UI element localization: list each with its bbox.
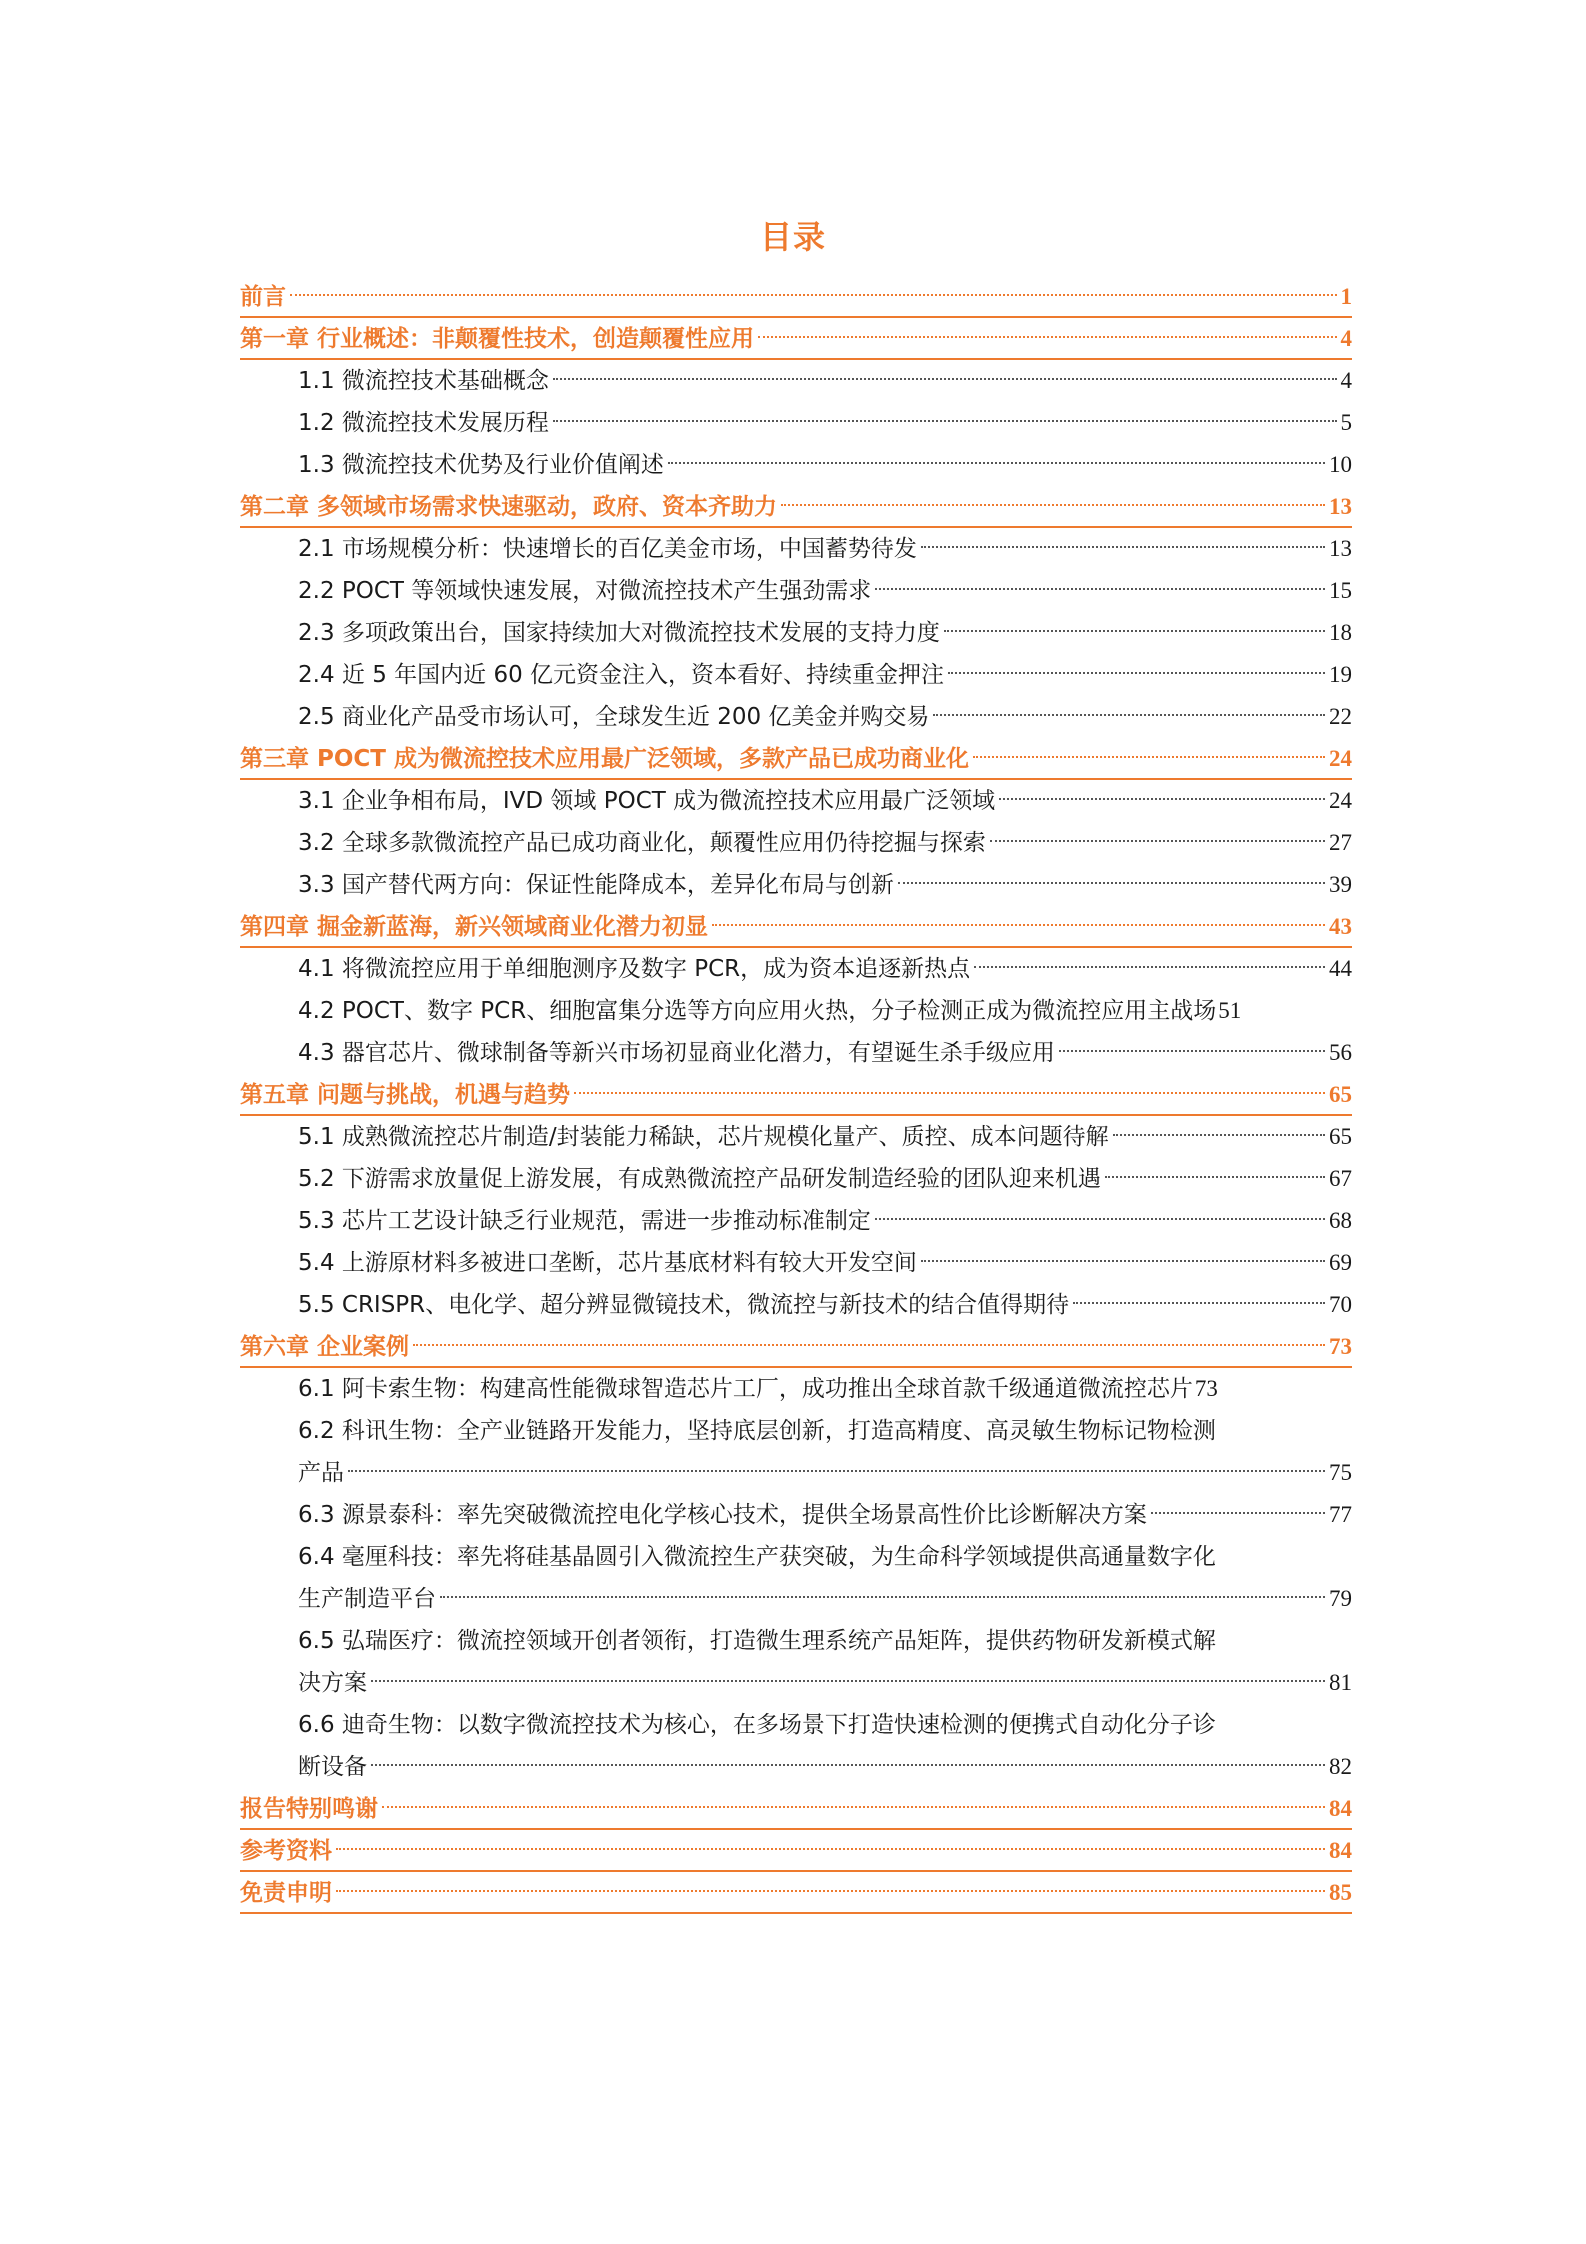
toc-chapter-entry[interactable] <box>240 1074 1352 1116</box>
toc-entry-title: 前言 <box>240 284 286 310</box>
toc-entry-title: 6.1 阿卡索生物：构建高性能微球智造芯片工厂，成功推出全球首款千级通道微流控芯片 <box>298 1376 1193 1402</box>
toc-entry-title: 6.5 弘瑞医疗：微流控领域开创者领衔，打造微生理系统产品矩阵，提供药物研发新模式解 <box>298 1628 1216 1654</box>
dot-leader <box>371 1764 1325 1766</box>
toc-entry-title: 第六章 企业案例 <box>240 1334 410 1360</box>
dot-leader <box>348 1470 1325 1472</box>
toc-chapter-entry[interactable] <box>240 276 1352 318</box>
toc-entry-title: 5.4 上游原材料多被进口垄断，芯片基底材料有较大开发空间 <box>298 1250 917 1276</box>
toc-page-number: 13 <box>1329 494 1352 519</box>
toc-page-number: 73 <box>1329 1334 1352 1359</box>
toc-page-number: 27 <box>1329 830 1352 855</box>
toc-entry-title: 2.3 多项政策出台，国家持续加大对微流控技术发展的支持力度 <box>298 620 940 646</box>
toc-page-number: 84 <box>1329 1838 1352 1863</box>
toc-entry-title: 2.1 市场规模分析：快速增长的百亿美金市场，中国蓄势待发 <box>298 536 917 562</box>
toc-chapter-entry[interactable] <box>240 1830 1352 1872</box>
dot-leader <box>371 1680 1325 1682</box>
toc-entry-title: 6.2 科讯生物：全产业链路开发能力，坚持底层创新，打造高精度、高灵敏生物标记物检测 <box>298 1418 1216 1444</box>
dot-leader <box>440 1596 1325 1598</box>
toc-page-number: 79 <box>1329 1586 1352 1611</box>
toc-entry-title: 参考资料 <box>240 1838 332 1864</box>
dot-leader <box>382 1806 1325 1808</box>
dot-leader <box>668 462 1325 464</box>
toc-page-number: 68 <box>1329 1208 1352 1233</box>
toc-entry-title: 6.3 源景泰科：率先突破微流控电化学核心技术，提供全场景高性价比诊断解决方案 <box>298 1502 1147 1528</box>
dot-leader <box>781 504 1325 506</box>
toc-section-entry[interactable] <box>240 1116 1352 1158</box>
toc-chapter-entry[interactable] <box>240 1872 1352 1914</box>
toc-page-number: 51 <box>1218 998 1242 1023</box>
toc-entry-title: 4.1 将微流控应用于单细胞测序及数字 PCR，成为资本追逐新热点 <box>298 956 971 982</box>
toc-section-entry[interactable] <box>240 1200 1352 1242</box>
toc-page-number: 19 <box>1329 662 1352 687</box>
toc-page-number: 43 <box>1329 914 1352 939</box>
toc-entry-title: 5.1 成熟微流控芯片制造/封装能力稀缺，芯片规模化量产、质控、成本问题待解 <box>298 1124 1109 1150</box>
toc-section-entry[interactable] <box>240 990 1352 1032</box>
toc-page-number: 13 <box>1329 536 1352 561</box>
toc-page-number: 69 <box>1329 1250 1352 1275</box>
toc-entry-title: 6.6 迪奇生物：以数字微流控技术为核心，在多场景下打造快速检测的便携式自动化分子诊 <box>298 1712 1216 1738</box>
toc-section-entry[interactable] <box>240 1242 1352 1284</box>
dot-leader <box>933 714 1325 716</box>
toc-section-entry[interactable] <box>240 1032 1352 1074</box>
toc-entry-line <box>298 1620 1352 1662</box>
dot-leader <box>712 924 1325 926</box>
toc-chapter-entry[interactable] <box>240 486 1352 528</box>
dot-leader <box>875 1218 1325 1220</box>
dot-leader <box>553 378 1337 380</box>
toc-section-entry[interactable] <box>240 612 1352 654</box>
dot-leader <box>948 672 1325 674</box>
toc-page-number: 56 <box>1329 1040 1352 1065</box>
toc-page-number: 1 <box>1340 284 1352 309</box>
toc-entry-title: 3.1 企业争相布局，IVD 领域 POCT 成为微流控技术应用最广泛领域 <box>298 788 996 814</box>
toc-entry-title: 1.3 微流控技术优势及行业价值阐述 <box>298 452 664 478</box>
toc-section-entry[interactable] <box>240 360 1352 402</box>
toc-section-entry[interactable] <box>240 1368 1352 1410</box>
toc-page-number: 85 <box>1329 1880 1352 1905</box>
toc-page-number: 4 <box>1340 326 1352 351</box>
toc-page-number: 65 <box>1329 1124 1352 1149</box>
toc-section-entry[interactable] <box>240 696 1352 738</box>
toc-section-entry[interactable] <box>240 654 1352 696</box>
toc-page-number: 84 <box>1329 1796 1352 1821</box>
toc-page-number: 77 <box>1329 1502 1352 1527</box>
toc-page-number: 4 <box>1340 368 1352 393</box>
toc-entry-title: 2.4 近 5 年国内近 60 亿元资金注入，资本看好、持续重金押注 <box>298 662 945 688</box>
toc-page-number: 10 <box>1329 452 1352 477</box>
toc-chapter-entry[interactable] <box>240 906 1352 948</box>
dot-leader <box>336 1848 1325 1850</box>
toc-entry-title: 5.3 芯片工艺设计缺乏行业规范，需进一步推动标准制定 <box>298 1208 871 1234</box>
toc-section-entry[interactable] <box>240 780 1352 822</box>
dot-leader <box>990 840 1325 842</box>
toc-section-entry[interactable] <box>240 822 1352 864</box>
toc-entry-line <box>298 1578 1352 1620</box>
page-title: 目录 <box>759 218 826 256</box>
dot-leader <box>1059 1050 1325 1052</box>
toc-chapter-entry[interactable] <box>240 738 1352 780</box>
toc-entry-title: 决方案 <box>298 1670 367 1696</box>
toc-entry-title: 1.2 微流控技术发展历程 <box>298 410 549 436</box>
dot-leader <box>1105 1176 1325 1178</box>
toc-entry-title: 第三章 POCT 成为微流控技术应用最广泛领域，多款产品已成功商业化 <box>240 746 969 772</box>
toc-entry-title: 6.4 毫厘科技：率先将硅基晶圆引入微流控生产获突破，为生命科学领域提供高通量数字化 <box>298 1544 1216 1570</box>
toc-section-entry[interactable] <box>240 570 1352 612</box>
dot-leader <box>336 1890 1325 1892</box>
toc-entry-line <box>298 1662 1352 1704</box>
toc-page-number: 82 <box>1329 1754 1352 1779</box>
dot-leader <box>999 798 1325 800</box>
dot-leader <box>1113 1134 1325 1136</box>
toc-entry-title: 第一章 行业概述：非颠覆性技术，创造颠覆性应用 <box>240 326 755 352</box>
toc-entry-title: 报告特别鸣谢 <box>240 1796 378 1822</box>
toc-chapter-entry[interactable] <box>240 318 1352 360</box>
toc-page-number: 44 <box>1329 956 1352 981</box>
dot-leader <box>898 882 1325 884</box>
toc-page-number: 5 <box>1340 410 1352 435</box>
toc-entry-title: 免责申明 <box>240 1880 332 1906</box>
dot-leader <box>574 1092 1325 1094</box>
dot-leader <box>875 588 1325 590</box>
toc-entry-title: 5.2 下游需求放量促上游发展，有成熟微流控产品研发制造经验的团队迎来机遇 <box>298 1166 1101 1192</box>
toc-page-number: 39 <box>1329 872 1352 897</box>
toc-page-number: 75 <box>1329 1460 1352 1485</box>
dot-leader <box>413 1344 1325 1346</box>
toc-page-number: 24 <box>1329 746 1352 771</box>
toc-entry-line <box>298 1410 1352 1452</box>
toc-entry-title: 第四章 掘金新蓝海，新兴领域商业化潜力初显 <box>240 914 709 940</box>
toc-section-entry[interactable] <box>240 864 1352 906</box>
toc-entry-line <box>298 1704 1352 1746</box>
toc-entry-line <box>298 1746 1352 1788</box>
toc-section-entry[interactable] <box>240 528 1352 570</box>
toc-page-number: 67 <box>1329 1166 1352 1191</box>
toc-section-entry[interactable] <box>240 1494 1352 1536</box>
dot-leader <box>921 1260 1325 1262</box>
toc-page-number: 18 <box>1329 620 1352 645</box>
dot-leader <box>1151 1512 1325 1514</box>
toc-entry-line <box>298 1452 1352 1494</box>
dot-leader <box>973 756 1325 758</box>
toc-page-number: 70 <box>1329 1292 1352 1317</box>
dot-leader <box>553 420 1337 422</box>
toc-entry-title: 生产制造平台 <box>298 1586 436 1612</box>
toc-section-entry[interactable] <box>240 948 1352 990</box>
toc-section-entry[interactable] <box>240 444 1352 486</box>
toc-entry-title: 第五章 问题与挑战，机遇与趋势 <box>240 1082 571 1108</box>
toc-entry-title: 产品 <box>298 1460 344 1486</box>
toc-page-number: 73 <box>1194 1376 1218 1401</box>
toc-entry-title: 4.3 器官芯片、微球制备等新兴市场初显商业化潜力，有望诞生杀手级应用 <box>298 1040 1055 1066</box>
toc-entry-title: 4.2 POCT、数字 PCR、细胞富集分选等方向应用火热，分子检测正成为微流控应用主战场 <box>298 998 1217 1024</box>
toc-section-entry[interactable] <box>240 1620 1352 1704</box>
toc-chapter-entry[interactable] <box>240 1326 1352 1368</box>
toc-page-number: 65 <box>1329 1082 1352 1107</box>
toc-entry-title: 断设备 <box>298 1754 367 1780</box>
toc-entry-title: 3.3 国产替代两方向：保证性能降成本，差异化布局与创新 <box>298 872 894 898</box>
toc-section-entry[interactable] <box>240 1536 1352 1620</box>
toc-entry-title: 5.5 CRISPR、电化学、超分辨显微镜技术，微流控与新技术的结合值得期待 <box>298 1292 1070 1318</box>
dot-leader <box>974 966 1325 968</box>
dot-leader <box>758 336 1336 338</box>
toc-page-number: 22 <box>1329 704 1352 729</box>
toc-entry-title: 第二章 多领域市场需求快速驱动，政府、资本齐助力 <box>240 494 778 520</box>
toc-entry-title: 2.5 商业化产品受市场认可，全球发生近 200 亿美金并购交易 <box>298 704 930 730</box>
table-of-contents <box>240 276 1352 1914</box>
dot-leader <box>290 294 1337 296</box>
toc-section-entry[interactable] <box>240 1704 1352 1788</box>
toc-page-number: 24 <box>1329 788 1352 813</box>
dot-leader <box>921 546 1325 548</box>
dot-leader <box>944 630 1325 632</box>
toc-entry-title: 3.2 全球多款微流控产品已成功商业化，颠覆性应用仍待挖掘与探索 <box>298 830 986 856</box>
toc-section-entry[interactable] <box>240 402 1352 444</box>
toc-section-entry[interactable] <box>240 1158 1352 1200</box>
toc-section-entry[interactable] <box>240 1410 1352 1494</box>
toc-entry-title: 1.1 微流控技术基础概念 <box>298 368 549 394</box>
dot-leader <box>1073 1302 1325 1304</box>
toc-chapter-entry[interactable] <box>240 1788 1352 1830</box>
toc-section-entry[interactable] <box>240 1284 1352 1326</box>
toc-entry-title: 2.2 POCT 等领域快速发展，对微流控技术产生强劲需求 <box>298 578 872 604</box>
toc-entry-line <box>298 1536 1352 1578</box>
toc-page-number: 15 <box>1329 578 1352 603</box>
toc-page-number: 81 <box>1329 1670 1352 1695</box>
